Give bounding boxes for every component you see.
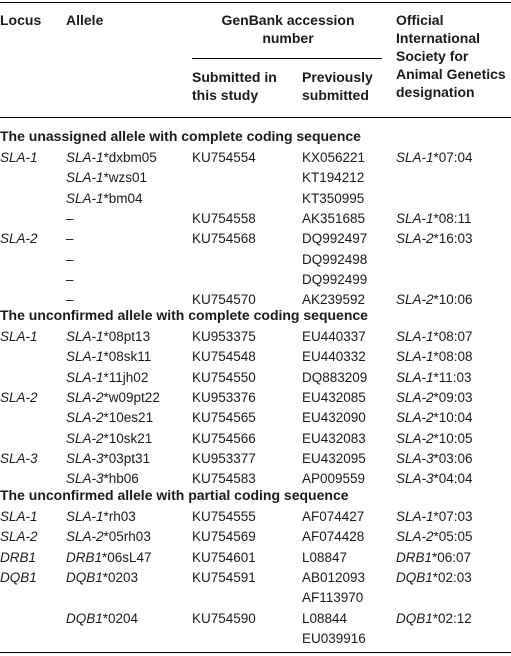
cell-previous-part: AP009559 (302, 471, 366, 487)
cell-isag-part: *08:08 (433, 349, 473, 365)
cell-allele-part: SLA-1 (66, 329, 104, 344)
cell-isag (396, 609, 472, 629)
cell-submitted-part: KU754590 (192, 610, 256, 626)
cell-previous (302, 527, 364, 547)
cell-submitted-part: KU754570 (192, 292, 256, 308)
cell-isag (396, 568, 472, 588)
cell-previous (302, 629, 366, 649)
cell-allele-part: *11jh02 (103, 369, 149, 385)
cell-allele (66, 270, 74, 290)
cell-isag-part: *06:07 (432, 549, 472, 565)
cell-previous-part: EU432095 (302, 451, 366, 467)
cell-isag (396, 229, 473, 249)
cell-allele-part: SLA-3 (66, 451, 104, 467)
cell-locus (0, 229, 38, 249)
cell-previous (302, 588, 363, 608)
cell-allele-part: *03pt31 (103, 451, 151, 467)
table-row (0, 250, 511, 270)
header-submitted-line2: this study (192, 87, 259, 103)
cell-allele-part: *w09pt22 (103, 390, 160, 406)
header-submitted-line1: Submitted in (192, 69, 277, 85)
header-allele: Allele (66, 12, 104, 28)
cell-allele-part: *08sk11 (103, 349, 152, 365)
cell-allele-part: SLA-2 (66, 410, 104, 426)
cell-previous-part: AF074427 (302, 509, 365, 524)
cell-previous (302, 189, 364, 209)
cell-submitted (192, 368, 256, 388)
cell-allele-part: *hb06 (103, 471, 139, 487)
cell-isag-part: DQB1 (396, 570, 433, 586)
genbank-subheader-rule (192, 58, 382, 59)
cell-isag-part: SLA-2 (396, 231, 434, 247)
cell-isag (396, 347, 473, 367)
cell-previous (302, 168, 364, 188)
cell-allele-part: SLA-1 (66, 349, 104, 365)
cell-submitted-part: KU953377 (192, 451, 256, 467)
cell-previous (302, 250, 367, 270)
cell-allele-part: *06sL47 (102, 549, 152, 565)
cell-previous (302, 368, 367, 388)
cell-locus (0, 527, 38, 547)
cell-previous (302, 408, 366, 428)
cell-locus (0, 568, 37, 588)
cell-isag-part: *08:11 (433, 211, 472, 227)
cell-allele-part: *10es21 (103, 410, 154, 426)
header-locus: Locus (0, 12, 42, 28)
cell-locus (0, 388, 38, 408)
cell-allele-part: SLA-1 (66, 190, 104, 206)
cell-allele-part: *0203 (102, 570, 139, 586)
cell-submitted (192, 449, 256, 469)
table-row (0, 588, 511, 608)
cell-submitted-part: KU754569 (192, 529, 256, 545)
cell-allele (66, 507, 136, 527)
cell-submitted-part: KU754555 (192, 509, 256, 524)
section-title: The unconfirmed allele with complete coding sequence (0, 307, 368, 323)
cell-isag-part: *07:04 (433, 150, 473, 165)
cell-allele-part: SLA-2 (66, 430, 104, 446)
cell-allele (66, 408, 153, 428)
cell-allele-part: – (66, 292, 74, 308)
header-isag-line2: International (396, 30, 481, 46)
cell-submitted-part: KU754583 (192, 471, 256, 487)
cell-previous-part: L08844 (302, 610, 348, 626)
cell-allele-part: SLA-2 (66, 390, 104, 406)
cell-isag-part: SLA-1 (396, 150, 434, 165)
cell-allele-part: SLA-1 (66, 170, 104, 186)
cell-isag (396, 327, 473, 347)
cell-allele-part: *08pt13 (103, 329, 151, 344)
cell-previous-part: KT350995 (302, 190, 365, 206)
cell-isag-part: *10:06 (433, 292, 473, 308)
cell-locus-part: SLA-1 (0, 150, 38, 165)
cell-previous (302, 429, 366, 449)
cell-isag-part: *02:12 (432, 610, 472, 626)
table-row (0, 347, 511, 367)
header-bottom-rule (0, 117, 511, 118)
cell-submitted (192, 229, 256, 249)
table-bottom-rule (0, 652, 511, 653)
cell-allele (66, 388, 160, 408)
cell-isag (396, 507, 473, 527)
table-row (0, 609, 511, 629)
cell-isag-part: SLA-2 (396, 430, 434, 446)
table-row (0, 527, 511, 547)
cell-isag (396, 408, 473, 428)
cell-isag-part: *07:03 (433, 509, 473, 524)
cell-locus (0, 327, 38, 347)
cell-isag (396, 548, 471, 568)
cell-allele-part: *wzs01 (103, 170, 148, 186)
table-row (0, 368, 511, 388)
table-row (0, 229, 511, 249)
cell-isag-part: *02:03 (432, 570, 472, 586)
table-row (0, 388, 511, 408)
cell-locus-part: DRB1 (0, 549, 37, 565)
cell-isag (396, 469, 473, 489)
cell-submitted (192, 548, 256, 568)
cell-allele (66, 429, 152, 449)
cell-submitted-part: KU754565 (192, 410, 256, 426)
cell-isag-part: SLA-2 (396, 410, 434, 426)
section-title: The unassigned allele with complete coding sequence (0, 128, 361, 144)
table-row (0, 270, 511, 290)
cell-previous-part: AF113970 (302, 590, 364, 606)
cell-isag (396, 429, 473, 449)
cell-isag (396, 527, 473, 547)
cell-submitted (192, 327, 256, 347)
cell-submitted (192, 148, 256, 168)
cell-isag-part: DQB1 (396, 610, 433, 626)
cell-previous (302, 609, 347, 629)
cell-isag-part: SLA-2 (396, 390, 434, 406)
cell-submitted (192, 408, 256, 428)
table-top-rule (0, 2, 511, 3)
cell-submitted-part: KU754558 (192, 211, 256, 227)
cell-allele (66, 368, 148, 388)
cell-previous (302, 270, 367, 290)
cell-allele-part: *rh03 (103, 509, 136, 524)
cell-previous-part: AB012093 (302, 570, 366, 586)
cell-allele (66, 327, 150, 347)
cell-submitted-part: KU754554 (192, 150, 256, 165)
cell-allele (66, 229, 74, 249)
cell-isag-part: SLA-1 (396, 509, 434, 524)
cell-submitted-part: KU754601 (192, 549, 256, 565)
cell-previous (302, 388, 366, 408)
cell-previous-part: DQ883209 (302, 369, 368, 385)
cell-submitted-part: KU754550 (192, 369, 256, 385)
cell-allele (66, 189, 143, 209)
cell-isag-part: SLA-1 (396, 349, 434, 365)
cell-previous-part: EU432090 (302, 410, 366, 426)
cell-isag-part: *10:04 (433, 410, 473, 426)
cell-isag-part: *04:04 (433, 471, 473, 487)
header-previous-line1: Previously (302, 69, 373, 85)
cell-locus-part: SLA-1 (0, 509, 38, 524)
header-isag-line3: Society for (396, 48, 469, 64)
cell-submitted-part: KU754548 (192, 349, 256, 365)
header-isag-line5: designation (396, 84, 475, 100)
table-row (0, 548, 511, 568)
cell-locus-part: SLA-1 (0, 329, 38, 344)
cell-allele (66, 347, 151, 367)
cell-allele-part: DRB1 (66, 549, 103, 565)
cell-locus-part: SLA-3 (0, 451, 38, 467)
cell-previous (302, 347, 366, 367)
cell-previous-part: DQ992499 (302, 272, 368, 288)
cell-isag-part: *11:03 (433, 369, 472, 385)
cell-previous-part: EU432083 (302, 430, 366, 446)
table-row (0, 168, 511, 188)
cell-previous (302, 209, 365, 229)
cell-isag-part: *05:05 (433, 529, 473, 545)
cell-previous-part: DQ992498 (302, 251, 368, 267)
cell-allele-part: SLA-1 (66, 509, 104, 524)
cell-previous-part: KT194212 (302, 170, 365, 186)
table-row (0, 568, 511, 588)
cell-submitted (192, 209, 256, 229)
table-row (0, 327, 511, 347)
cell-previous-part: EU432085 (302, 390, 366, 406)
cell-submitted (192, 568, 256, 588)
cell-isag-part: *10:05 (433, 430, 473, 446)
cell-locus (0, 449, 38, 469)
cell-submitted-part: KU754591 (192, 570, 256, 586)
cell-isag (396, 148, 473, 168)
cell-allele-part: *bm04 (103, 190, 143, 206)
cell-submitted-part: KU754568 (192, 231, 256, 247)
table-row (0, 629, 511, 649)
cell-allele (66, 250, 74, 270)
cell-isag-part: SLA-1 (396, 369, 434, 385)
cell-previous-part: EU039916 (302, 631, 366, 647)
cell-allele-part: – (66, 211, 74, 227)
cell-previous-part: KX056221 (302, 150, 366, 165)
header-isag-line1: Official (396, 12, 444, 28)
cell-allele-part: SLA-3 (66, 471, 104, 487)
cell-isag-part: SLA-1 (396, 211, 434, 227)
cell-allele-part: *0204 (102, 610, 139, 626)
table-row (0, 429, 511, 449)
cell-isag-part: SLA-3 (396, 451, 434, 467)
cell-previous-part: L08847 (302, 549, 348, 565)
cell-submitted (192, 527, 256, 547)
cell-isag-part: *16:03 (433, 231, 473, 247)
cell-previous (302, 548, 347, 568)
cell-allele-part: DQB1 (66, 610, 103, 626)
table-row (0, 507, 511, 527)
cell-isag-part: SLA-3 (396, 471, 434, 487)
cell-isag-part: *08:07 (433, 329, 473, 344)
cell-previous (302, 327, 366, 347)
cell-isag (396, 209, 472, 229)
cell-submitted (192, 507, 256, 527)
cell-allele (66, 168, 147, 188)
cell-allele (66, 609, 138, 629)
cell-isag-part: *09:03 (433, 390, 473, 406)
cell-submitted (192, 429, 256, 449)
section-title: The unconfirmed allele with partial coding sequence (0, 487, 349, 503)
cell-previous (302, 229, 367, 249)
cell-allele-part: – (66, 251, 74, 267)
cell-isag-part: DRB1 (396, 549, 433, 565)
cell-locus (0, 507, 38, 527)
cell-submitted (192, 347, 256, 367)
cell-previous (302, 568, 365, 588)
cell-previous-part: AF074428 (302, 529, 365, 545)
cell-submitted-part: KU953376 (192, 390, 256, 406)
cell-previous (302, 449, 366, 469)
cell-previous-part: AK239592 (302, 292, 366, 308)
cell-submitted-part: KU754566 (192, 430, 256, 446)
cell-isag-part: SLA-1 (396, 329, 434, 344)
table-row (0, 449, 511, 469)
cell-submitted (192, 388, 256, 408)
cell-allele (66, 209, 74, 229)
header-genbank-line2: number (262, 30, 314, 46)
cell-isag-part: *03:06 (433, 451, 473, 467)
header-genbank-line1: GenBank accession (221, 12, 355, 28)
cell-allele-part: SLA-1 (66, 150, 104, 165)
table-row (0, 189, 511, 209)
cell-locus-part: SLA-2 (0, 231, 38, 247)
cell-submitted (192, 609, 256, 629)
header-isag-line4: Animal Genetics (396, 66, 506, 82)
table-row (0, 209, 511, 229)
cell-isag (396, 449, 473, 469)
header-previous-line2: submitted (302, 87, 369, 103)
cell-submitted-part: KU953375 (192, 329, 256, 344)
cell-allele (66, 527, 151, 547)
cell-isag (396, 368, 472, 388)
cell-isag (396, 290, 473, 310)
cell-previous-part: AK351685 (302, 211, 366, 227)
cell-locus-part: SLA-2 (0, 529, 38, 545)
cell-locus-part: SLA-2 (0, 390, 38, 406)
cell-locus-part: DQB1 (0, 570, 37, 586)
cell-locus (0, 148, 38, 168)
cell-previous-part: DQ992497 (302, 231, 368, 247)
cell-allele-part: DQB1 (66, 570, 103, 586)
cell-previous (302, 507, 364, 527)
table-row (0, 408, 511, 428)
cell-allele-part: – (66, 231, 74, 247)
cell-allele-part: *10sk21 (103, 430, 153, 446)
cell-previous-part: EU440332 (302, 349, 366, 365)
cell-allele-part: *05rh03 (103, 529, 151, 545)
table-row (0, 148, 511, 168)
cell-isag-part: SLA-2 (396, 292, 434, 308)
cell-previous-part: EU440337 (302, 329, 366, 344)
cell-allele (66, 548, 152, 568)
cell-allele-part: – (66, 272, 74, 288)
cell-allele (66, 449, 150, 469)
cell-locus (0, 548, 36, 568)
cell-previous (302, 148, 365, 168)
cell-allele-part: SLA-2 (66, 529, 104, 545)
cell-allele-part: SLA-1 (66, 369, 104, 385)
cell-allele-part: *dxbm05 (103, 150, 157, 165)
cell-allele (66, 568, 138, 588)
cell-isag-part: SLA-2 (396, 529, 434, 545)
cell-allele (66, 148, 157, 168)
cell-isag (396, 388, 473, 408)
